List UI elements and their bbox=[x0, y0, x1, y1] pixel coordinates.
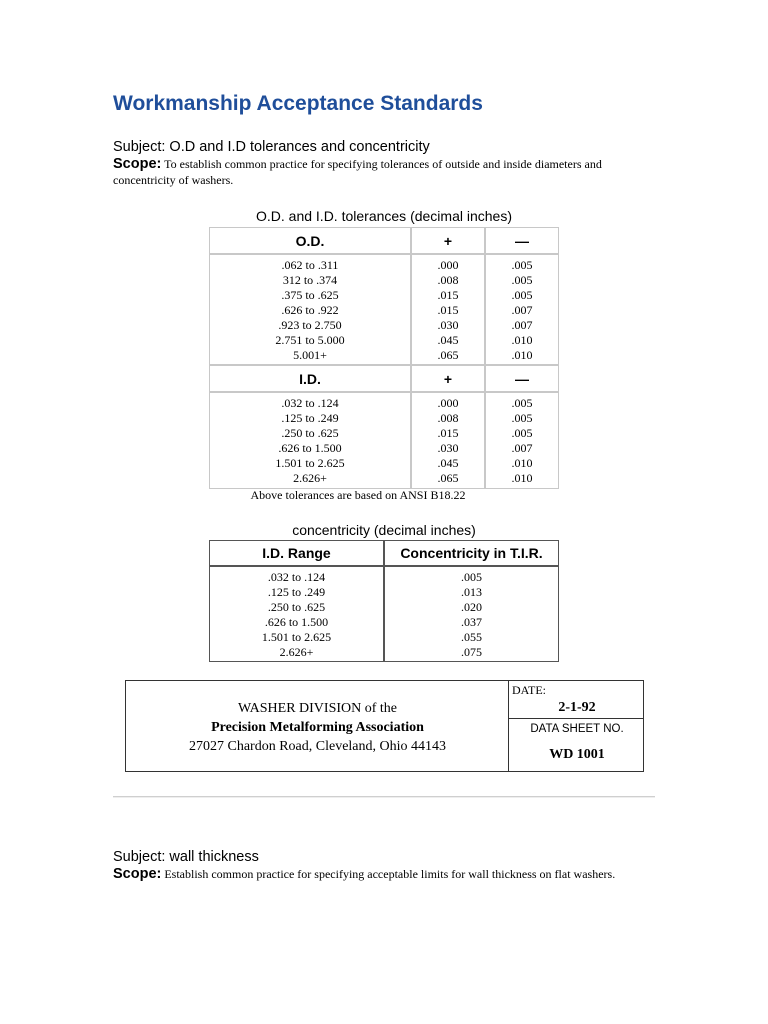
od-minus-header: — bbox=[485, 227, 559, 254]
scope-text: To establish common practice for specifying tolerances of outside and inside diameters and concentricity of washers. bbox=[113, 157, 602, 187]
id-plus: .000 bbox=[437, 396, 459, 410]
od-plus: .045 bbox=[437, 333, 459, 347]
tolerances-caption: O.D. and I.D. tolerances (decimal inches) bbox=[256, 208, 512, 224]
id-ranges bbox=[209, 392, 411, 489]
od-plus-values bbox=[411, 254, 485, 365]
section-divider bbox=[113, 796, 655, 798]
concentricity-range-header: I.D. Range bbox=[209, 540, 384, 566]
id-range: 2.626+ bbox=[293, 471, 327, 485]
concentricity-caption: concentricity (decimal inches) bbox=[292, 522, 476, 538]
id-plus: .008 bbox=[437, 411, 459, 425]
id-plus: .065 bbox=[437, 471, 459, 485]
tolerances-note: Above tolerances are based on ANSI B18.22 bbox=[250, 488, 466, 502]
od-plus-header: + bbox=[411, 227, 485, 254]
id-minus: .010 bbox=[511, 471, 533, 485]
id-range: .250 to .625 bbox=[281, 426, 339, 440]
date-label: DATE: bbox=[512, 683, 546, 697]
id-header: I.D. bbox=[209, 365, 411, 392]
sheet-label: DATA SHEET NO. bbox=[530, 723, 624, 735]
concentricity-range: 1.501 to 2.625 bbox=[261, 630, 332, 644]
od-minus: .010 bbox=[511, 348, 533, 362]
od-minus: .010 bbox=[511, 333, 533, 347]
concentricity-range: .250 to .625 bbox=[267, 600, 326, 614]
concentricity-range: .125 to .249 bbox=[267, 585, 326, 599]
id-plus-header: + bbox=[411, 365, 485, 392]
od-minus-values bbox=[485, 254, 559, 365]
id-minus-values bbox=[485, 392, 559, 489]
id-minus: .010 bbox=[511, 456, 533, 470]
od-plus: .015 bbox=[437, 288, 459, 302]
id-range: .626 to 1.500 bbox=[278, 441, 342, 455]
concentricity-range: .032 to .124 bbox=[267, 570, 326, 584]
od-minus: .005 bbox=[511, 258, 533, 272]
concentricity-value: .020 bbox=[461, 600, 482, 614]
od-plus: .015 bbox=[437, 303, 459, 317]
concentricity-value: .037 bbox=[461, 615, 482, 629]
id-minus: .005 bbox=[511, 426, 533, 440]
section-scope bbox=[113, 156, 653, 188]
concentricity-ranges bbox=[209, 566, 384, 662]
id-range: .032 to .124 bbox=[281, 396, 339, 410]
concentricity-range: 2.626+ bbox=[279, 645, 314, 659]
id-minus-header: — bbox=[485, 365, 559, 392]
od-range: 312 to .374 bbox=[282, 273, 338, 287]
concentricity-table bbox=[209, 540, 559, 662]
section-subject: Subject: wall thickness bbox=[113, 849, 259, 865]
id-plus: .045 bbox=[437, 456, 459, 470]
date-cell bbox=[508, 680, 644, 719]
od-range: .923 to 2.750 bbox=[278, 318, 342, 332]
section-subject: Subject: O.D and I.D tolerances and concentricity bbox=[113, 139, 430, 155]
od-plus: .065 bbox=[437, 348, 459, 362]
od-minus: .007 bbox=[511, 303, 533, 317]
tolerances-table bbox=[209, 227, 559, 489]
association-box bbox=[125, 680, 644, 772]
od-range: .626 to .922 bbox=[281, 303, 339, 317]
concentricity-values bbox=[384, 566, 559, 662]
concentricity-value: .055 bbox=[461, 630, 482, 644]
scope-text: Establish common practice for specifying acceptable limits for wall thickness on flat washers. bbox=[164, 867, 616, 881]
od-range: 5.001+ bbox=[293, 348, 327, 362]
section-scope bbox=[113, 866, 673, 882]
od-header: O.D. bbox=[209, 227, 411, 254]
concentricity-value: .005 bbox=[461, 570, 482, 584]
id-range: .125 to .249 bbox=[281, 411, 339, 425]
date-value: 2-1-92 bbox=[558, 700, 596, 715]
association-division: WASHER DIVISION of the bbox=[237, 701, 398, 716]
id-plus: .015 bbox=[437, 426, 459, 440]
association-address: 27027 Chardon Road, Cleveland, Ohio 44143 bbox=[188, 739, 447, 754]
id-minus: .007 bbox=[511, 441, 533, 455]
sheet-value: WD 1001 bbox=[549, 747, 605, 762]
page-title: Workmanship Acceptance Standards bbox=[113, 92, 483, 115]
od-range: .375 to .625 bbox=[281, 288, 339, 302]
sheet-cell bbox=[508, 718, 644, 772]
id-minus: .005 bbox=[511, 411, 533, 425]
od-range: .062 to .311 bbox=[281, 258, 339, 272]
od-plus: .030 bbox=[437, 318, 459, 332]
id-range: 1.501 to 2.625 bbox=[275, 456, 345, 470]
association-name: Precision Metalforming Association bbox=[211, 720, 424, 735]
scope-label: Scope: bbox=[113, 156, 162, 172]
od-range: 2.751 to 5.000 bbox=[275, 333, 345, 347]
association-info bbox=[125, 680, 508, 772]
id-minus: .005 bbox=[511, 396, 533, 410]
concentricity-range: .626 to 1.500 bbox=[264, 615, 329, 629]
od-minus: .007 bbox=[511, 318, 533, 332]
od-minus: .005 bbox=[511, 288, 533, 302]
od-plus: .008 bbox=[437, 273, 459, 287]
scope-label: Scope: bbox=[113, 866, 162, 882]
id-plus: .030 bbox=[437, 441, 459, 455]
concentricity-value: .075 bbox=[461, 645, 482, 659]
od-minus: .005 bbox=[511, 273, 533, 287]
od-plus: .000 bbox=[437, 258, 459, 272]
concentricity-value: .013 bbox=[461, 585, 482, 599]
concentricity-value-header: Concentricity in T.I.R. bbox=[384, 540, 559, 566]
id-plus-values bbox=[411, 392, 485, 489]
od-ranges bbox=[209, 254, 411, 365]
